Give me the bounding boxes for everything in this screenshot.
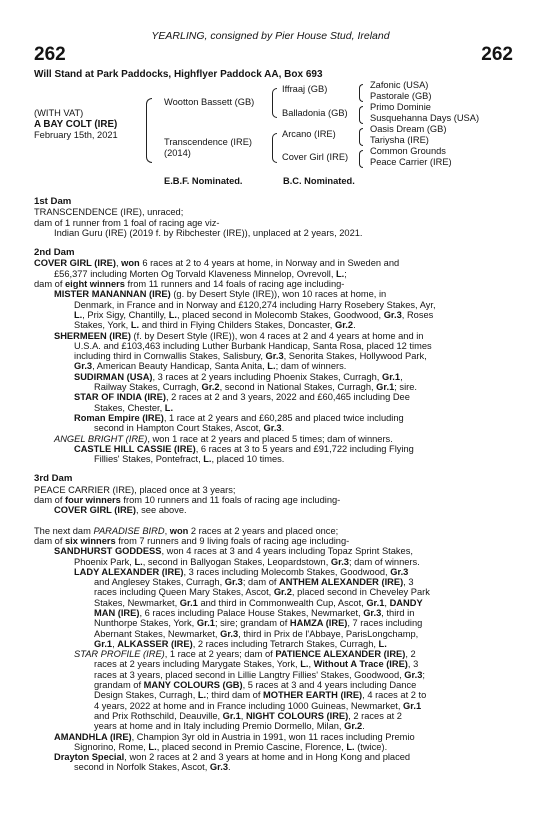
produce-entry: Gr.3, American Beauty Handicap, Santa Anita, L.; dam of winners. xyxy=(74,361,347,372)
produce-entry: Roman Empire (IRE), 1 race at 2 years and £60,285 and placed twice including xyxy=(74,412,404,423)
sire-sire-name: Iffraaj (GB) xyxy=(282,84,328,94)
produce-entry: second in Norfolk Stakes, Ascot, Gr.3. xyxy=(74,762,231,773)
foaling-date: February 15th, 2021 xyxy=(34,130,118,140)
produce-entry: and Anglesey Stakes, Curragh, Gr.3; dam of ANTHEM ALEXANDER (IRE), 3 xyxy=(94,577,414,588)
lot-number-right: 262 xyxy=(481,44,513,65)
produce-entry: Nunthorpe Stakes, York, Gr.1; sire; grandam of HAMZA (IRE), 7 races including xyxy=(94,618,423,629)
dam-sire-name: Arcano (IRE) xyxy=(282,129,336,139)
lot-number-left: 262 xyxy=(34,44,66,65)
produce-entry: COVER GIRL (IRE), see above. xyxy=(54,505,187,516)
pedigree-brace-dd xyxy=(359,150,363,168)
bc-nomination: B.C. Nominated. xyxy=(283,176,355,186)
dam-year: (2014) xyxy=(164,148,191,158)
produce-entry: races including Queen Mary Stakes, Ascot, Gr.2, placed second in Cheveley Park xyxy=(94,587,430,598)
produce-entry: Signorino, Rome, L., placed second in Premio Cascine, Florence, L. (twice). xyxy=(74,741,388,752)
produce-entry: Design Stakes, Curragh, L.; third dam of MOTHER EARTH (IRE), 4 races at 2 to xyxy=(94,690,427,701)
catalogue-body xyxy=(34,197,514,773)
produce-entry: Gr.1, ALKASSER (IRE), 2 races including Tetrarch Stakes, Curragh, L. xyxy=(94,638,387,649)
first-dam-heading: 1st Dam xyxy=(34,196,72,207)
produce-entry: L., Prix Sigy, Chantilly, L., placed second in Molecomb Stakes, Goodwood, Gr.3, Roses xyxy=(74,309,434,320)
produce-entry: STAR PROFILE (IRE), 1 race at 2 years; dam of PATIENCE ALEXANDER (IRE), 2 xyxy=(74,649,416,660)
produce-entry: MISTER MANANNAN (IRE) (g. by Desert Style (IRE)), won 10 races at home, in xyxy=(54,289,387,300)
dam-dam-sire-name: Common Grounds xyxy=(370,146,446,156)
produce-entry: SUDIRMAN (USA), 3 races at 2 years including Phoenix Stakes, Curragh, Gr.1, xyxy=(74,371,403,382)
sire-dam-name: Balladonia (GB) xyxy=(282,108,348,118)
produce-entry: LADY ALEXANDER (IRE), 3 races including Molecomb Stakes, Goodwood, Gr.3 xyxy=(74,566,409,577)
first-dam-line: dam of 1 runner from 1 foal of racing age viz- xyxy=(34,217,220,228)
dam-name: Transcendence (IRE) xyxy=(164,137,253,147)
produce-entry: Stakes, Newmarket, Gr.1 and third in Commonwealth Cup, Ascot, Gr.1, DANDY xyxy=(94,597,423,608)
consignment-header: YEARLING, consigned by Pier House Stud, Ireland xyxy=(151,30,390,42)
second-dam-entry: £56,377 including Morten Og Torvald Klaveness Minnelop, Ovrevoll, L.; xyxy=(54,268,347,279)
dam-sire-dam-name: Tariysha (IRE) xyxy=(370,135,429,145)
third-dam-heading: 3rd Dam xyxy=(34,473,73,485)
produce-entry: races at 3 years, placed second in Lillie Langtry Fillies' Stakes, Goodwood, Gr.3; xyxy=(94,669,425,680)
pedigree-brace-dam xyxy=(272,133,277,163)
second-dam-heading: 2nd Dam xyxy=(34,247,75,259)
dam-sire-sire-name: Oasis Dream (GB) xyxy=(370,124,447,134)
sire-name: Wootton Bassett (GB) xyxy=(164,97,255,107)
produce-entry: U.S.A. and £103,463 including Luther Burbank Handicap, Santa Rosa, placed 12 times xyxy=(74,340,432,351)
produce-entry: and Prix Rothschild, Deauville, Gr.1, NIGHT COLOURS (IRE), 2 races at 2 xyxy=(94,710,402,721)
third-dam-line: PEACE CARRIER (IRE), placed once at 3 years; xyxy=(34,484,236,495)
produce-entry: Abernant Stakes, Newmarket, Gr.3, third in Prix de l'Abbaye, ParisLongchamp, xyxy=(94,628,419,639)
vat-label: (WITH VAT) xyxy=(34,108,84,118)
produce-entry: grandam of MANY COLOURS (GB), 5 races at 3 and 4 years including Dance xyxy=(94,680,417,691)
produce-entry: SANDHURST GODDESS, won 4 races at 3 and 4 years including Topaz Sprint Stakes, xyxy=(54,546,413,557)
produce-entry: Phoenix Park, L., second in Ballyogan Stakes, Leopardstown, Gr.3; dam of winners. xyxy=(74,556,420,567)
next-dam-line: dam of six winners from 7 runners and 9 living foals of racing age including- xyxy=(34,535,350,546)
produce-entry: Stakes, York, L. and third in Flying Childers Stakes, Doncaster, Gr.2. xyxy=(74,320,356,331)
produce-entry: Denmark, in France and in Norway and £120,274 including Harry Rosebery Stakes, Ayr, xyxy=(74,299,436,310)
next-dam-line: The next dam PARADISE BIRD, won 2 races at 2 years and placed once; xyxy=(34,525,339,536)
produce-entry: Stakes, Chester, L. xyxy=(94,402,174,413)
produce-entry: races at 2 years including Marygate Stakes, York, L., Without A Trace (IRE), 3 xyxy=(94,659,419,670)
stand-location: Will Stand at Park Paddocks, Highflyer Paddock AA, Box 693 xyxy=(34,69,323,80)
produce-entry: ANGEL BRIGHT (IRE), won 1 race at 2 years and placed 5 times; dam of winners. xyxy=(54,433,393,444)
produce-entry: Railway Stakes, Curragh, Gr.2, second in National Stakes, Curragh, Gr.1; sire. xyxy=(94,382,417,393)
sire-dam-sire-name: Primo Dominie xyxy=(370,102,431,112)
sire-dam-dam-name: Susquehanna Days (USA) xyxy=(370,113,480,123)
second-dam-produce-line: dam of eight winners from 11 runners and 14 foals of racing age including- xyxy=(34,279,345,290)
first-dam-produce: Indian Guru (IRE) (2019 f. by Ribchester (IRE)), unplaced at 2 years, 2021. xyxy=(54,227,363,238)
produce-entry: CASTLE HILL CASSIE (IRE), 6 races at 3 to 5 years and £91,722 including Flying xyxy=(74,443,414,454)
pedigree-brace-sd xyxy=(359,106,363,124)
produce-entry: Drayton Special, won 2 races at 2 and 3 years at home and in Hong Kong and placed xyxy=(54,752,411,763)
sire-sire-dam-name: Pastorale (GB) xyxy=(370,91,432,101)
produce-entry: Fillies' Stakes, Pontefract, L., placed 10 times. xyxy=(94,454,285,465)
produce-entry: years at home and in Italy including Premio Dormello, Milan, Gr.2. xyxy=(94,721,365,732)
produce-entry: MAN (IRE), 6 races including Palace House Stakes, Newmarket, Gr.3, third in xyxy=(94,607,415,618)
horse-name: A BAY COLT (IRE) xyxy=(34,119,118,130)
pedigree-brace-sire xyxy=(272,88,277,118)
sire-sire-sire-name: Zafonic (USA) xyxy=(370,80,429,90)
produce-entry: including third in Cornwallis Stakes, Salisbury, Gr.3, Senorita Stakes, Hollywood Park, xyxy=(74,351,427,362)
produce-entry: AMANDHLA (IRE), Champion 3yr old in Austria in 1991, won 11 races including Premio xyxy=(54,731,415,742)
produce-entry: second in Hampton Court Stakes, Ascot, Gr.3. xyxy=(94,423,285,434)
first-dam-line: TRANSCENDENCE (IRE), unraced; xyxy=(34,207,184,218)
ebf-nomination: E.B.F. Nominated. xyxy=(164,176,243,186)
third-dam-line: dam of four winners from 10 runners and 11 foals of racing age including- xyxy=(34,495,341,506)
pedigree-brace-ss xyxy=(359,84,363,102)
pedigree-brace-ds xyxy=(359,128,363,146)
dam-dam-name: Cover Girl (IRE) xyxy=(282,152,349,162)
produce-entry: STAR OF INDIA (IRE), 2 races at 2 and 3 years, 2022 and £60,465 including Dee xyxy=(74,392,410,403)
produce-entry: SHERMEEN (IRE) (f. by Desert Style (IRE)), won 4 races at 2 and 4 years at home and in xyxy=(54,330,424,341)
second-dam-entry: COVER GIRL (IRE), won 6 races at 2 to 4 years at home, in Norway and in Sweden and xyxy=(34,258,400,269)
produce-entry: 4 years, 2022 at home and in France including 1000 Guineas, Newmarket, Gr.1 xyxy=(94,700,422,711)
dam-dam-dam-name: Peace Carrier (IRE) xyxy=(370,157,452,167)
pedigree-brace-main xyxy=(146,98,152,163)
